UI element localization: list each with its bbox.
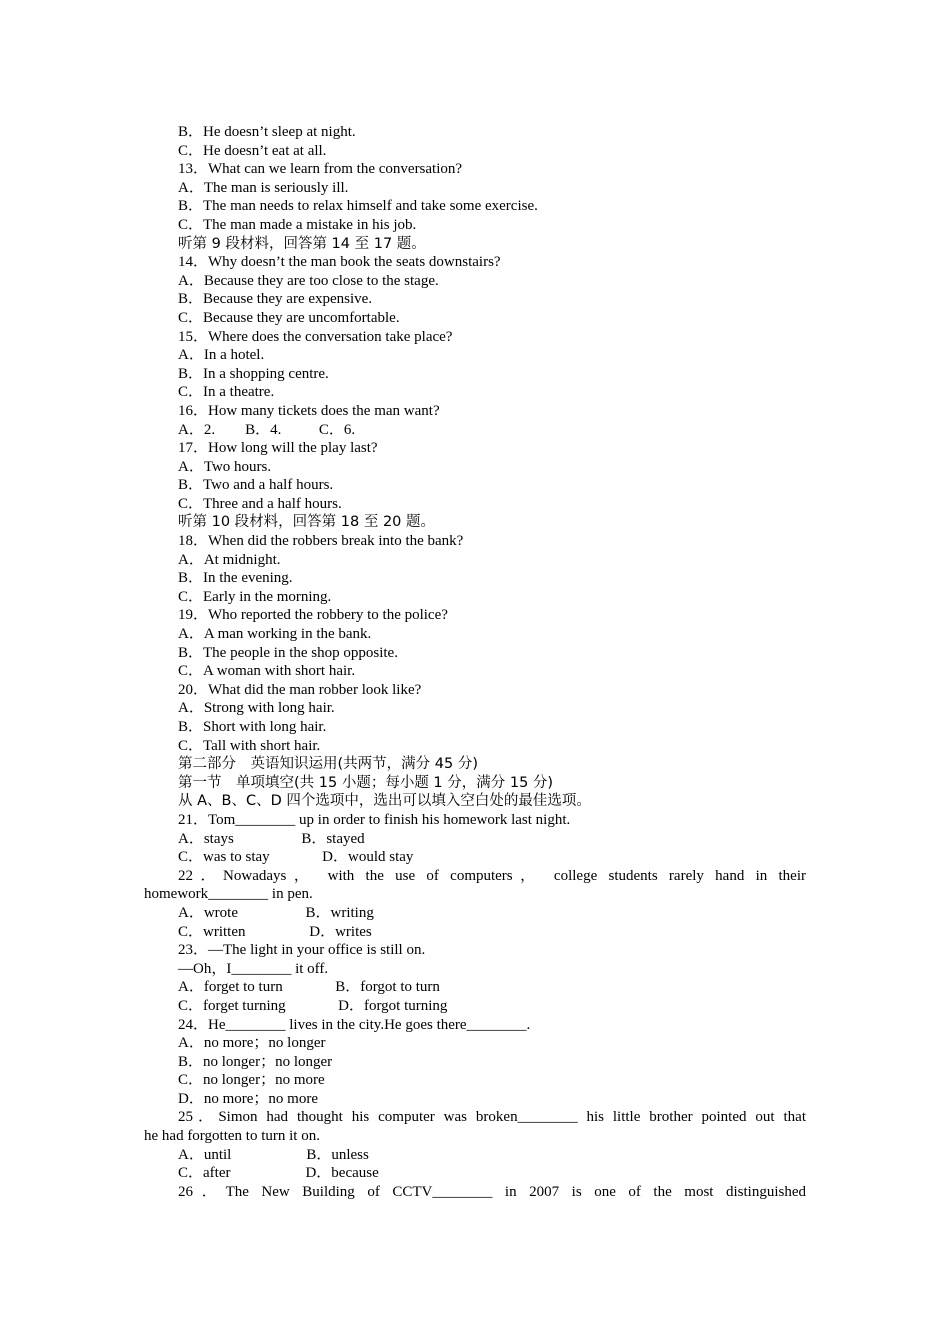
option-line: A．wrote B．writing xyxy=(178,904,374,921)
section-heading: 听第 9 段材料，回答第 14 至 17 题。 xyxy=(178,235,426,252)
question-line: 21．Tom________ up in order to finish his homework last night. xyxy=(178,811,571,828)
option-line: A．Two hours. xyxy=(178,458,272,475)
option-line: C．Early in the morning. xyxy=(178,588,332,605)
option-line: B．no longer；no longer xyxy=(178,1053,333,1070)
option-line: D．no more；no more xyxy=(178,1090,318,1107)
option-line: C．Because they are uncomfortable. xyxy=(178,309,400,326)
question-line: 23．—The light in your office is still on. xyxy=(178,942,426,959)
option-line: B．Short with long hair. xyxy=(178,719,327,735)
text-line: he had forgotten to turn it on. xyxy=(144,1128,320,1145)
option-line: C．He doesn’t eat at all. xyxy=(178,142,327,159)
question-line: 20．What did the man robber look like? xyxy=(178,681,422,698)
option-line: C．was to stay D．would stay xyxy=(178,849,414,866)
option-line: C．forget turning D．forgot turning xyxy=(178,997,448,1014)
question-line: 22．Nowadays， with the use of computers， college students rarely hand in their xyxy=(178,867,806,884)
section-heading: 听第 10 段材料，回答第 18 至 20 题。 xyxy=(178,514,436,531)
option-line: C．The man made a mistake in his job. xyxy=(178,216,417,233)
option-line: B．Because they are expensive. xyxy=(178,291,373,308)
option-line: A．A man working in the bank. xyxy=(178,626,372,643)
instruction-line: 从 A、B、C、D 四个选项中，选出可以填入空白处的最佳选项。 xyxy=(178,793,591,810)
option-line: B．The man needs to relax himself and take some exercise. xyxy=(178,198,538,215)
option-line: B．The people in the shop opposite. xyxy=(178,644,398,661)
option-line: A．Because they are too close to the stage. xyxy=(178,272,439,289)
option-line: A．no more；no longer xyxy=(178,1035,326,1052)
option-line: A．2. B．4. C．6. xyxy=(178,421,356,438)
option-line: C．after D．because xyxy=(178,1165,379,1182)
option-line: C．written D．writes xyxy=(178,923,372,940)
option-line: A．In a hotel. xyxy=(178,347,265,364)
option-line: C．In a theatre. xyxy=(178,384,275,401)
section-heading: 第二部分 英语知识运用(共两节，满分 45 分) xyxy=(178,756,478,773)
option-line: A．The man is seriously ill. xyxy=(178,179,349,196)
document-body xyxy=(144,123,806,1201)
option-line: C．Tall with short hair. xyxy=(178,737,321,754)
question-line: 14．Why doesn’t the man book the seats downstairs? xyxy=(178,254,501,271)
option-line: B．In a shopping centre. xyxy=(178,365,329,382)
question-line: 26．The New Building of CCTV________ in 2007 is one of the most distinguished xyxy=(178,1183,806,1200)
option-line: A．until B．unless xyxy=(178,1146,369,1163)
question-line: 15．Where does the conversation take place? xyxy=(178,328,453,345)
option-line: B．In the evening. xyxy=(178,570,293,587)
question-line: 16．How many tickets does the man want? xyxy=(178,402,440,419)
option-line: A．forget to turn B．forgot to turn xyxy=(178,979,440,996)
question-line: 17．How long will the play last? xyxy=(178,440,378,457)
option-line: C．A woman with short hair. xyxy=(178,663,356,680)
option-line: B．Two and a half hours. xyxy=(178,477,334,494)
text-line: homework________ in pen. xyxy=(144,886,313,903)
question-line: 18．When did the robbers break into the bank? xyxy=(178,533,464,550)
option-line: A．Strong with long hair. xyxy=(178,700,335,717)
option-line: C．Three and a half hours. xyxy=(178,495,342,512)
document-page xyxy=(144,123,806,1201)
option-line: A．At midnight. xyxy=(178,551,281,568)
question-line: 19．Who reported the robbery to the police? xyxy=(178,607,448,624)
question-line: 24．He________ lives in the city.He goes there________. xyxy=(178,1016,531,1033)
section-heading: 第一节 单项填空(共 15 小题；每小题 1 分，满分 15 分) xyxy=(178,774,554,791)
option-line: C．no longer；no more xyxy=(178,1072,325,1089)
text-line: —Oh，I________ it off. xyxy=(178,960,329,977)
question-line: 25．Simon had thought his computer was broken________ his little brother pointed out that xyxy=(178,1109,806,1126)
option-line: A．stays B．stayed xyxy=(178,830,365,847)
question-line: 13．What can we learn from the conversation? xyxy=(178,161,463,178)
option-line: B．He doesn’t sleep at night. xyxy=(178,124,356,140)
